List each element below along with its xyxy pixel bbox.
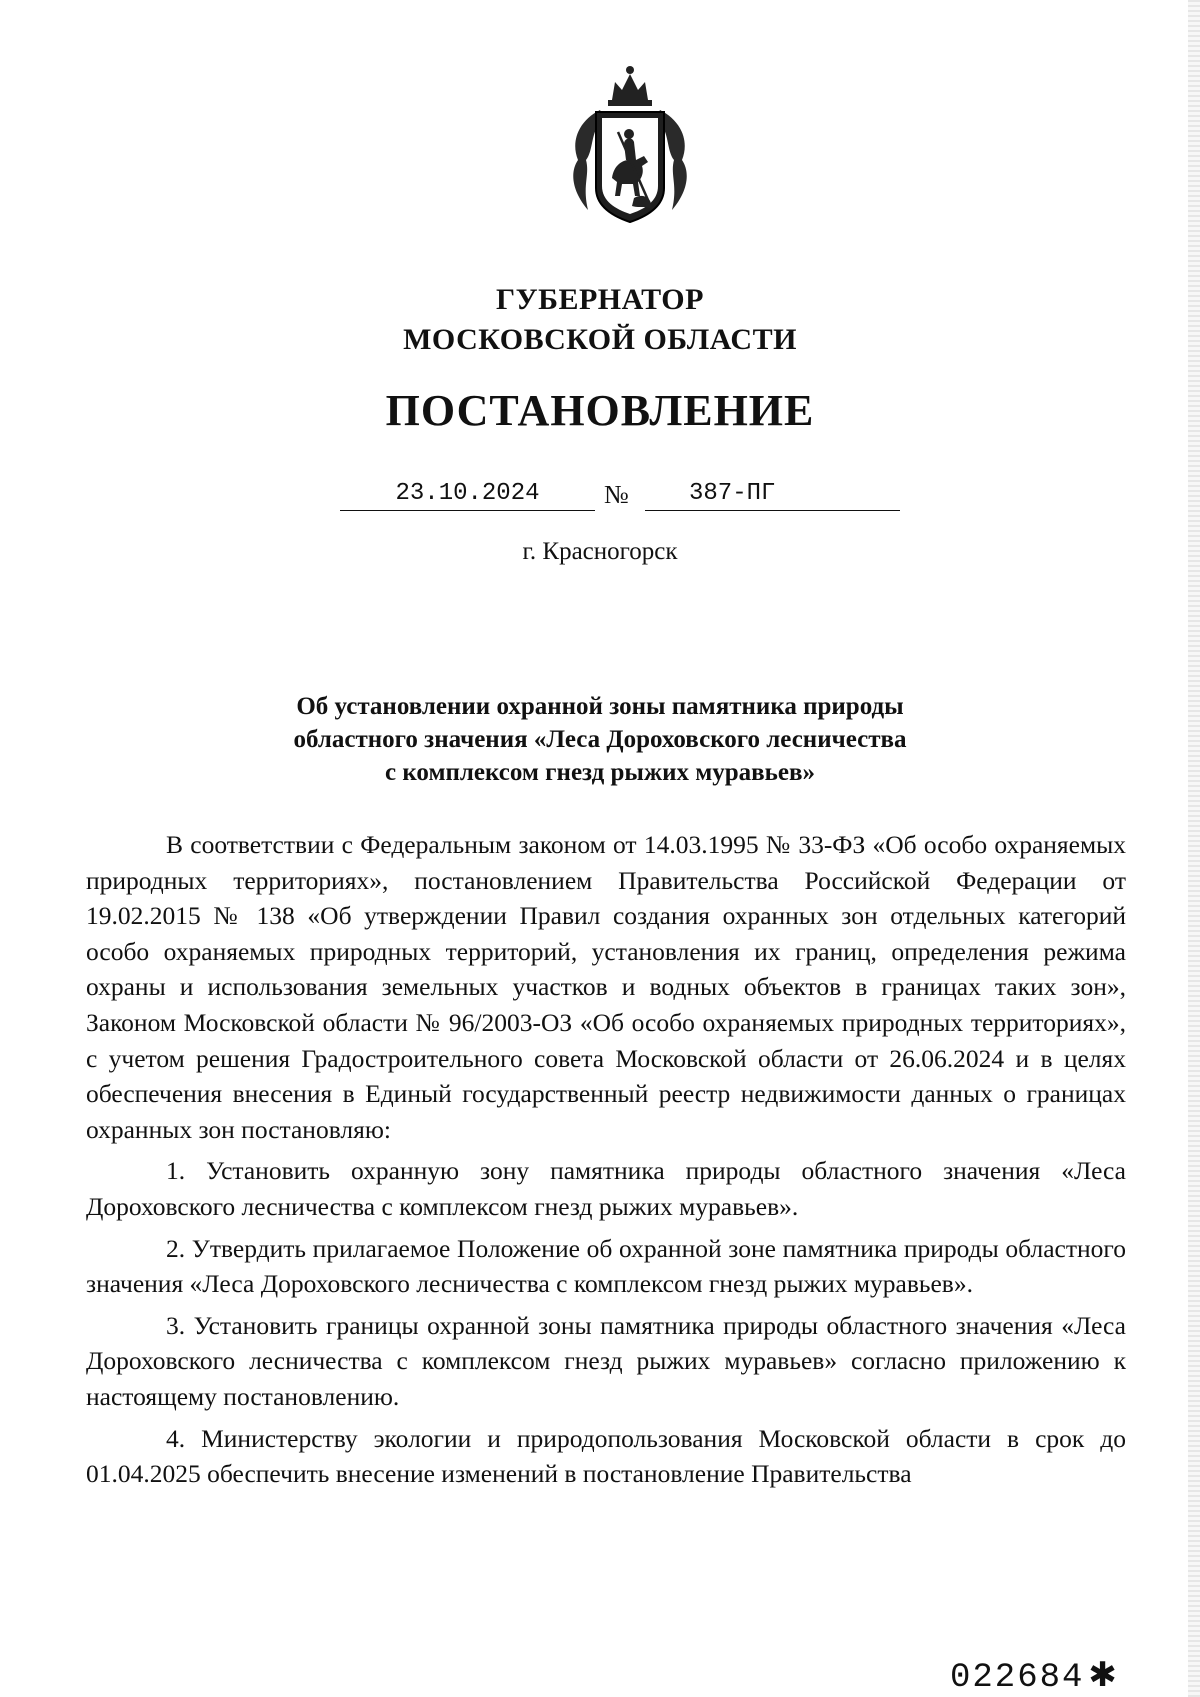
clause-paragraph: 1. Установить охранную зону памятника природы областного значения «Леса Дороховского лесничества с комплексом гнезд рыжих муравьев».	[86, 1156, 1126, 1221]
serial-number	[950, 1655, 1119, 1697]
clause-paragraph: 3. Установить границы охранной зоны памятника природы областного значения «Леса Дороховского лесничества с комплексом гнезд рыжих муравьев» согласно приложению к настоящему постановлению.	[86, 1310, 1126, 1411]
registration-row	[0, 478, 1200, 518]
clause-paragraph: 2. Утвердить прилагаемое Положение об охранной зоне памятника природы областного значения «Леса Дороховского лесничества с комплексом гнезд рыжих муравьев».	[86, 1233, 1126, 1299]
serial-number-text: 022684	[950, 1659, 1085, 1697]
document-date: 23.10.2024	[340, 478, 595, 511]
subject-line-3: с комплексом гнезд рыжих муравьев»	[385, 759, 815, 786]
scan-edge	[1188, 0, 1200, 1697]
city: г. Красногорск	[522, 538, 678, 565]
subject-line-2: областного значения «Леса Дороховского лесничества	[293, 726, 907, 753]
clause-paragraph: 4. Министерству экологии и природопользования Московской области в срок до 01.04.2025 обеспечить внесение изменений в постановление Правительства	[86, 1423, 1126, 1489]
authority-line-1: ГУБЕРНАТОР	[496, 283, 704, 316]
document-subject	[200, 690, 1000, 789]
subject-line-1: Об установлении охранной зоны памятника природы	[296, 693, 904, 720]
document-body	[86, 827, 1126, 1492]
document-number: 387-ПГ	[689, 480, 776, 507]
authority-title	[0, 280, 1200, 360]
preamble-paragraph: В соответствии с Федеральным законом от 14.03.1995 № 33-ФЗ «Об особо охраняемых природных территориях», постановлением Правительства Российской Федерации от 19.02.2015 № 138 «Об утверждении Правил создания охранных зон отдельных категорий особо охраняемых природных территорий, установления их границ, определения режима охраны и использования земельных участков и водных объектов в границах таких зон», Законом Московской области № 96/2003-ОЗ «Об особо охраняемых природных территориях», с учетом решения Градостроительного совета Московской области от 26.06.2024 и в целях обеспечения внесения в Единый государственный реестр недвижимости данных о границах охранных зон постановляю:	[86, 830, 1126, 1144]
number-sign: №	[604, 480, 629, 509]
coat-of-arms-icon	[560, 60, 700, 230]
document-number-field	[645, 478, 900, 511]
authority-line-2: МОСКОВСКОЙ ОБЛАСТИ	[403, 323, 797, 356]
document-type: ПОСТАНОВЛЕНИЕ	[385, 386, 815, 435]
asterisk-mark: ✱	[1088, 1655, 1119, 1695]
